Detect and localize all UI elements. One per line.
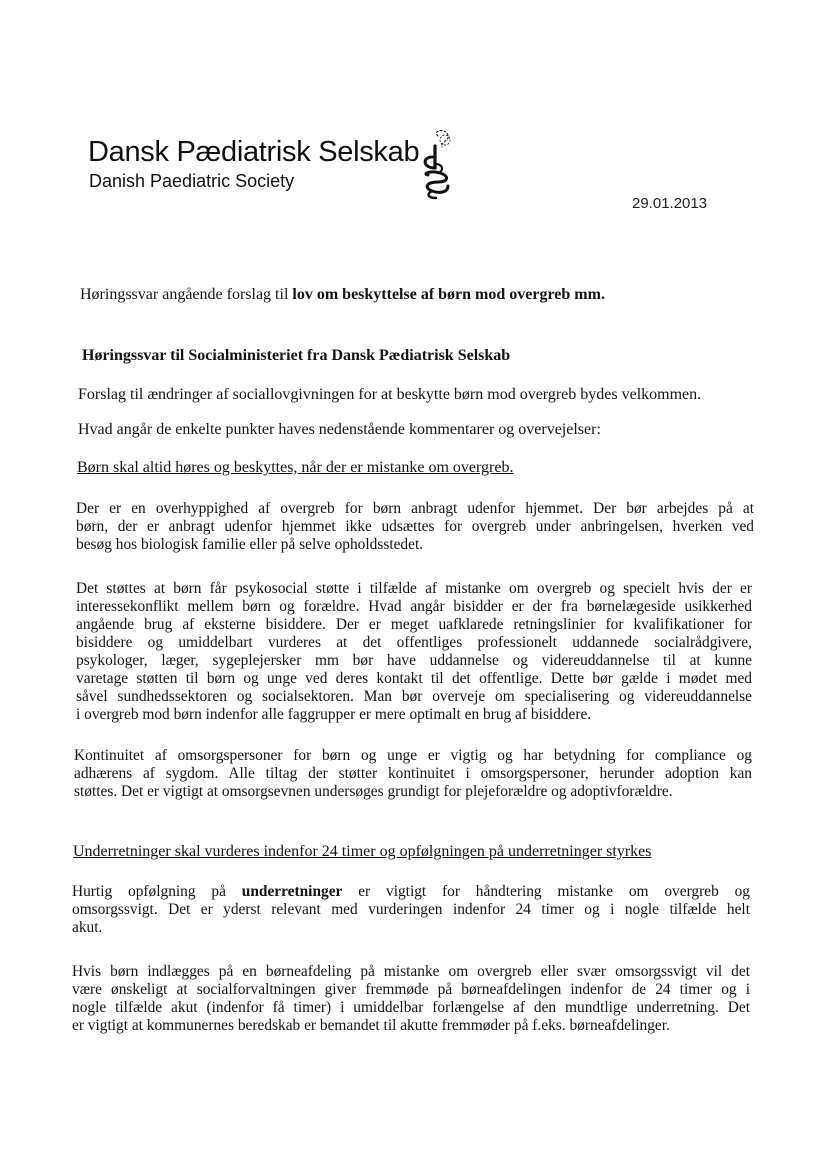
section-1-paragraph-1 bbox=[76, 500, 754, 554]
text-line: besøg hos biologisk familie eller på selve opholdsstedet. bbox=[76, 536, 424, 553]
subject-line bbox=[80, 286, 605, 304]
section-2-title: Underretninger skal vurderes indenfor 24 timer og opfølgningen på underretninger styrkes bbox=[73, 843, 652, 860]
organization-name-english: Danish Paediatric Society bbox=[89, 171, 295, 191]
text-line: psykologer, læger, sygeplejersker mm bør have uddannelse og videreuddannelse til at kunne bbox=[76, 652, 752, 669]
text-line: være ønskeligt at socialforvaltningen giver fremmøde på børneafdelingen indenfor de 24 timer og i bbox=[72, 981, 750, 998]
text-line: bisiddere og umiddelbart vurderes at det offentliges professionelt uddannede socialrådgivere, bbox=[76, 634, 752, 651]
organization-name: Dansk Pædiatrisk Selskab bbox=[88, 136, 420, 168]
text-line: er vigtigt at kommunernes beredskab er bemandet til akutte fremmøder på f.eks. børneafdelinger. bbox=[72, 1017, 670, 1034]
emphasis-underretninger: underretninger bbox=[241, 883, 343, 900]
text-line: Det støttes at børn får psykosocial støtte i tilfælde af mistanke om overgreb og specielt hvis der er bbox=[76, 580, 752, 597]
dps-monogram-icon bbox=[418, 128, 460, 200]
text-line: støttes. Det er vigtigt at omsorgsevnen undersøges grundigt for plejeforældre og adoptivforældre. bbox=[74, 783, 673, 800]
text-line: Kontinuitet af omsorgspersoner for børn og unge er vigtig og har betydning for compliance og bbox=[74, 747, 752, 764]
text-line: angående brug af eksterne bisiddere. Der er meget uafklarede retningslinier for kvalifikationer for bbox=[76, 616, 752, 633]
section-1-paragraph-2 bbox=[76, 580, 752, 724]
text-line: Hvis børn indlægges på en børneafdeling på mistanke om overgreb eller svær omsorgssvigt vil det bbox=[72, 963, 750, 980]
text-line: varetage støtten til børn og unge ved deres kontakt til det offentlige. Dette bør gælde i mødet med bbox=[76, 670, 752, 687]
text-fragment: er vigtigt for håndtering mistanke om overgreb og bbox=[342, 883, 751, 900]
text-line: akut. bbox=[72, 919, 103, 936]
text-line: såvel sundhedssektoren og socialsektoren. Man bør overveje om specialisering og videreuddannelse bbox=[76, 688, 752, 705]
text-line bbox=[72, 883, 750, 901]
subject-emphasis: lov om beskyttelse af børn mod overgreb mm. bbox=[292, 286, 605, 303]
subject-prefix: Høringssvar angående forslag til bbox=[80, 286, 293, 303]
section-2-paragraph-1 bbox=[72, 883, 750, 937]
text-line: Der er en overhyppighed af overgreb for børn anbragt udenfor hjemmet. Der bør arbejdes på at bbox=[76, 500, 754, 517]
text-line: omsorgssvigt. Det er yderst relevant med vurderingen indenfor 24 timer og i nogle tilfælde helt bbox=[72, 901, 750, 918]
section-1-title: Børn skal altid høres og beskyttes, når der er mistanke om overgreb. bbox=[77, 459, 514, 476]
text-line: nogle tilfælde akut (indenfor få timer) i umiddelbar forlængelse af den mundtlige underretning. Det bbox=[72, 999, 750, 1016]
document-heading: Høringssvar til Socialministeriet fra Dansk Pædiatrisk Selskab bbox=[82, 347, 511, 364]
text-line: interessekonflikt mellem børn og forældre. Hvad angår bisidder er der fra børnelægeside usikkerhed bbox=[76, 598, 752, 615]
intro-paragraph-2: Hvad angår de enkelte punkter haves nedenstående kommentarer og overvejelser: bbox=[78, 421, 601, 438]
text-line: børn, der er anbragt udenfor hjemmet ikke udsættes for overgreb under anbringelsen, hverken ved bbox=[76, 518, 754, 535]
section-1-paragraph-3 bbox=[74, 747, 752, 801]
text-fragment: Hurtig opfølgning på bbox=[72, 883, 242, 900]
section-2-paragraph-2 bbox=[72, 963, 750, 1035]
document-date: 29.01.2013 bbox=[632, 195, 708, 212]
text-line: adhærens af sygdom. Alle tiltag der støtter kontinuitet i omsorgspersoner, herunder adoption kan bbox=[74, 765, 752, 782]
text-line: i overgreb mod børn indenfor alle faggrupper er mere optimalt en brug af bisiddere. bbox=[76, 706, 592, 723]
intro-paragraph-1: Forslag til ændringer af sociallovgivningen for at beskytte børn mod overgreb bydes velkommen. bbox=[78, 386, 702, 403]
